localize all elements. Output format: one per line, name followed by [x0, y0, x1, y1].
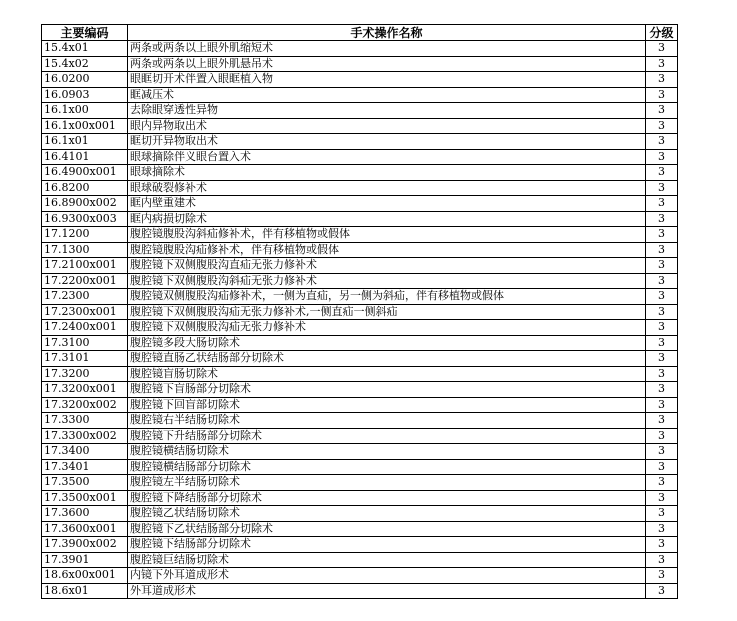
cell-grade: 3 — [646, 289, 678, 305]
table-row — [42, 242, 678, 258]
cell-grade: 3 — [646, 227, 678, 243]
cell-grade: 3 — [646, 41, 678, 57]
table-row — [42, 273, 678, 289]
cell-name: 内镜下外耳道成形术 — [128, 568, 646, 584]
table-row — [42, 56, 678, 72]
cell-code: 18.6x00x001 — [42, 568, 128, 584]
cell-code: 17.3300 — [42, 413, 128, 429]
cell-code: 16.0903 — [42, 87, 128, 103]
table-row — [42, 428, 678, 444]
table-row — [42, 397, 678, 413]
cell-grade: 3 — [646, 444, 678, 460]
cell-code: 17.1300 — [42, 242, 128, 258]
cell-grade: 3 — [646, 149, 678, 165]
table-row — [42, 444, 678, 460]
cell-code: 17.3101 — [42, 351, 128, 367]
cell-name: 眶减压术 — [128, 87, 646, 103]
table-row — [42, 506, 678, 522]
cell-name: 腹腔镜右半结肠切除术 — [128, 413, 646, 429]
cell-name: 腹腔镜下双侧腹股沟疝无张力修补术 — [128, 320, 646, 336]
cell-name: 眶内病损切除术 — [128, 211, 646, 227]
cell-grade: 3 — [646, 165, 678, 181]
cell-grade: 3 — [646, 397, 678, 413]
cell-code: 17.2200x001 — [42, 273, 128, 289]
cell-code: 17.2400x001 — [42, 320, 128, 336]
cell-name: 眼眶切开术伴置入眼眶植入物 — [128, 72, 646, 88]
cell-grade: 3 — [646, 413, 678, 429]
table-row — [42, 475, 678, 491]
cell-name: 腹腔镜下结肠部分切除术 — [128, 537, 646, 553]
table-row — [42, 149, 678, 165]
procedure-table — [41, 24, 678, 599]
cell-name: 眼球破裂修补术 — [128, 180, 646, 196]
cell-grade: 3 — [646, 87, 678, 103]
cell-code: 17.3600x001 — [42, 521, 128, 537]
cell-grade: 3 — [646, 475, 678, 491]
table-row — [42, 87, 678, 103]
cell-name: 腹腔镜横结肠部分切除术 — [128, 459, 646, 475]
cell-name: 腹腔镜下升结肠部分切除术 — [128, 428, 646, 444]
cell-name: 腹腔镜下双侧腹股沟疝无张力修补术,一侧直疝一侧斜疝 — [128, 304, 646, 320]
table-row — [42, 134, 678, 150]
cell-grade: 3 — [646, 382, 678, 398]
cell-grade: 3 — [646, 56, 678, 72]
cell-code: 17.3500x001 — [42, 490, 128, 506]
cell-grade: 3 — [646, 335, 678, 351]
table-row — [42, 537, 678, 553]
table-row — [42, 118, 678, 134]
cell-name: 腹腔镜横结肠切除术 — [128, 444, 646, 460]
cell-grade: 3 — [646, 583, 678, 599]
cell-grade: 3 — [646, 490, 678, 506]
cell-code: 17.3600 — [42, 506, 128, 522]
cell-grade: 3 — [646, 273, 678, 289]
table-body — [42, 41, 678, 599]
header-row — [42, 25, 678, 41]
cell-code: 17.2300x001 — [42, 304, 128, 320]
table-row — [42, 552, 678, 568]
cell-name: 腹腔镜下双侧腹股沟直疝无张力修补术 — [128, 258, 646, 274]
cell-code: 16.0200 — [42, 72, 128, 88]
table-row — [42, 103, 678, 119]
cell-code: 17.3901 — [42, 552, 128, 568]
cell-name: 眶内壁重建术 — [128, 196, 646, 212]
cell-name: 眼球摘除伴义眼台置入术 — [128, 149, 646, 165]
cell-name: 腹腔镜左半结肠切除术 — [128, 475, 646, 491]
cell-name: 两条或两条以上眼外肌缩短术 — [128, 41, 646, 57]
cell-grade: 3 — [646, 537, 678, 553]
cell-code: 16.8200 — [42, 180, 128, 196]
table-row — [42, 258, 678, 274]
cell-name: 腹腔镜巨结肠切除术 — [128, 552, 646, 568]
table-row — [42, 165, 678, 181]
cell-code: 15.4x01 — [42, 41, 128, 57]
cell-code: 17.2100x001 — [42, 258, 128, 274]
cell-grade: 3 — [646, 72, 678, 88]
cell-code: 17.3401 — [42, 459, 128, 475]
cell-name: 腹腔镜双侧腹股沟疝修补术，一侧为直疝，另一侧为斜疝，伴有移植物或假体 — [128, 289, 646, 305]
cell-grade: 3 — [646, 506, 678, 522]
cell-code: 17.3400 — [42, 444, 128, 460]
cell-code: 17.2300 — [42, 289, 128, 305]
table-row — [42, 227, 678, 243]
table-row — [42, 41, 678, 57]
table-row — [42, 521, 678, 537]
cell-grade: 3 — [646, 134, 678, 150]
table-row — [42, 196, 678, 212]
cell-code: 16.9300x003 — [42, 211, 128, 227]
cell-name: 去除眼穿透性异物 — [128, 103, 646, 119]
cell-code: 18.6x01 — [42, 583, 128, 599]
cell-grade: 3 — [646, 242, 678, 258]
cell-grade: 3 — [646, 568, 678, 584]
cell-name: 眼内异物取出术 — [128, 118, 646, 134]
cell-name: 腹腔镜下乙状结肠部分切除术 — [128, 521, 646, 537]
cell-code: 17.3200x001 — [42, 382, 128, 398]
cell-grade: 3 — [646, 521, 678, 537]
cell-name: 腹腔镜盲肠切除术 — [128, 366, 646, 382]
header-name: 手术操作名称 — [128, 25, 646, 41]
cell-code: 17.1200 — [42, 227, 128, 243]
table-row — [42, 459, 678, 475]
table-row — [42, 366, 678, 382]
cell-name: 外耳道成形术 — [128, 583, 646, 599]
cell-name: 眶切开异物取出术 — [128, 134, 646, 150]
cell-code: 17.3900x002 — [42, 537, 128, 553]
cell-name: 腹腔镜下盲肠部分切除术 — [128, 382, 646, 398]
table-row — [42, 413, 678, 429]
cell-code: 16.4101 — [42, 149, 128, 165]
cell-code: 16.1x00 — [42, 103, 128, 119]
header-code: 主要编码 — [42, 25, 128, 41]
cell-code: 17.3500 — [42, 475, 128, 491]
table-row — [42, 211, 678, 227]
cell-grade: 3 — [646, 459, 678, 475]
cell-name: 腹腔镜乙状结肠切除术 — [128, 506, 646, 522]
cell-code: 16.1x01 — [42, 134, 128, 150]
cell-grade: 3 — [646, 258, 678, 274]
cell-name: 腹腔镜下双侧腹股沟斜疝无张力修补术 — [128, 273, 646, 289]
cell-grade: 3 — [646, 103, 678, 119]
cell-code: 16.8900x002 — [42, 196, 128, 212]
cell-grade: 3 — [646, 552, 678, 568]
cell-grade: 3 — [646, 118, 678, 134]
cell-grade: 3 — [646, 196, 678, 212]
table-row — [42, 304, 678, 320]
table-row — [42, 320, 678, 336]
cell-code: 17.3300x002 — [42, 428, 128, 444]
cell-grade: 3 — [646, 320, 678, 336]
table-row — [42, 335, 678, 351]
cell-code: 16.4900x001 — [42, 165, 128, 181]
cell-name: 两条或两条以上眼外肌悬吊术 — [128, 56, 646, 72]
cell-name: 腹腔镜腹股沟疝修补术，伴有移植物或假体 — [128, 242, 646, 258]
cell-name: 腹腔镜多段大肠切除术 — [128, 335, 646, 351]
table-row — [42, 382, 678, 398]
table-row — [42, 583, 678, 599]
cell-grade: 3 — [646, 180, 678, 196]
cell-grade: 3 — [646, 351, 678, 367]
table-row — [42, 351, 678, 367]
cell-name: 腹腔镜下降结肠部分切除术 — [128, 490, 646, 506]
table-row — [42, 72, 678, 88]
table-row — [42, 568, 678, 584]
table-row — [42, 289, 678, 305]
cell-name: 腹腔镜直肠乙状结肠部分切除术 — [128, 351, 646, 367]
cell-grade: 3 — [646, 304, 678, 320]
cell-name: 眼球摘除术 — [128, 165, 646, 181]
cell-code: 17.3200 — [42, 366, 128, 382]
header-grade: 分级 — [646, 25, 678, 41]
cell-code: 17.3100 — [42, 335, 128, 351]
cell-name: 腹腔镜腹股沟斜疝修补术，伴有移植物或假体 — [128, 227, 646, 243]
cell-name: 腹腔镜下回盲部切除术 — [128, 397, 646, 413]
cell-grade: 3 — [646, 428, 678, 444]
cell-code: 17.3200x002 — [42, 397, 128, 413]
cell-grade: 3 — [646, 366, 678, 382]
cell-code: 16.1x00x001 — [42, 118, 128, 134]
table-row — [42, 490, 678, 506]
cell-grade: 3 — [646, 211, 678, 227]
table-row — [42, 180, 678, 196]
cell-code: 15.4x02 — [42, 56, 128, 72]
